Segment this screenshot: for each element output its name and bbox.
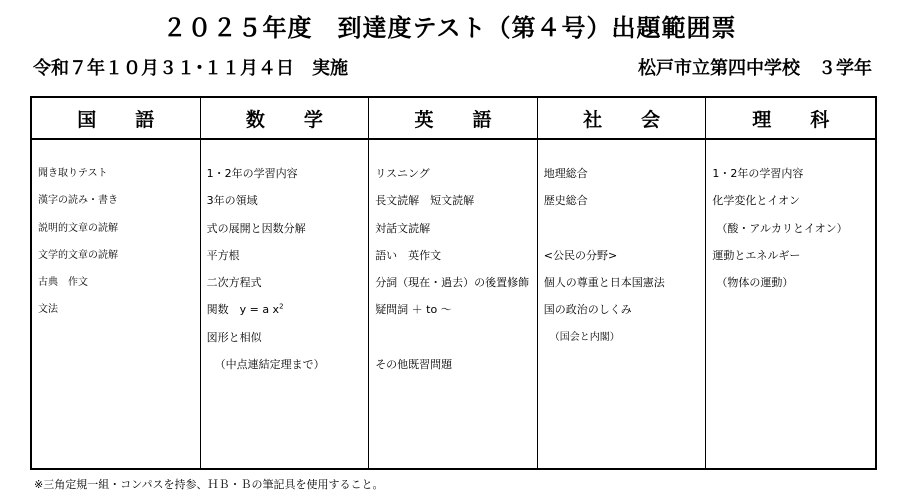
range-item: 式の展開と因数分解 bbox=[206, 221, 306, 235]
range-item: 化学変化とイオン bbox=[712, 194, 801, 208]
range-item: 地理総合 bbox=[543, 167, 588, 180]
range-item: 説明的文章の読解 bbox=[38, 222, 118, 234]
range-item: 個人の尊重と日本国憲法 bbox=[543, 276, 665, 290]
range-item: 疑問詞 ＋ to ～ bbox=[375, 303, 452, 317]
range-item bbox=[375, 324, 537, 351]
range-item: 平方根 bbox=[206, 248, 240, 262]
subject-header-science: 理 科 bbox=[706, 98, 875, 140]
range-item bbox=[544, 215, 706, 242]
range-item: 古典 作文 bbox=[38, 277, 88, 289]
page-title: ２０２５年度 到達度テスト（第４号）出題範囲票 bbox=[162, 14, 737, 42]
range-item: 分詞（現在・過去）の後置修飾 bbox=[375, 276, 530, 290]
subject-header-english: 英 語 bbox=[369, 98, 538, 140]
range-item: 長文読解 短文読解 bbox=[375, 194, 475, 208]
range-item: 対話文読解 bbox=[375, 221, 431, 235]
range-item: 文法 bbox=[38, 304, 58, 316]
range-item: 3年の領域 bbox=[206, 194, 258, 208]
subject-column-english bbox=[369, 140, 538, 468]
range-item: 語い 英作文 bbox=[375, 248, 442, 262]
subject-column-social bbox=[538, 140, 707, 468]
range-item: 漢字の読み・書き bbox=[38, 195, 118, 207]
function-text: 関数 y = a x bbox=[206, 303, 280, 317]
range-item: 歴史総合 bbox=[543, 194, 588, 208]
subject-column-science bbox=[706, 140, 875, 468]
range-item: <公民の分野> bbox=[543, 248, 618, 262]
exam-range-table bbox=[30, 96, 877, 470]
range-item: 1・2年の学習内容 bbox=[206, 167, 298, 180]
range-item: 1・2年の学習内容 bbox=[712, 167, 804, 180]
range-item: 運動とエネルギー bbox=[712, 248, 801, 262]
school-grade: 松戸市立第四中学校 ３学年 bbox=[638, 58, 872, 79]
footer-note: ※三角定規一組・コンパスを持参、ＨＢ・Ｂの筆記具を使用すること。 bbox=[34, 478, 384, 491]
subject-column-math bbox=[201, 140, 370, 468]
range-item: 国の政治のしくみ bbox=[543, 303, 632, 317]
range-item: （物体の運動） bbox=[716, 276, 794, 290]
exam-date: 令和７年１０月３１･１１月４日 実施 bbox=[33, 58, 348, 79]
exponent: 2 bbox=[279, 302, 284, 311]
range-item: （中点連結定理まで） bbox=[214, 358, 325, 372]
subject-header-japanese: 国 語 bbox=[32, 98, 201, 140]
range-item: 図形と相似 bbox=[206, 330, 262, 344]
range-item: 聞き取りテスト bbox=[38, 168, 108, 179]
range-item: リスニング bbox=[375, 167, 430, 180]
range-item: 文学的文章の読解 bbox=[38, 249, 118, 261]
range-item: 二次方程式 bbox=[206, 276, 262, 290]
subject-header-math: 数 学 bbox=[201, 98, 370, 140]
range-item: （国会と内閣） bbox=[549, 331, 620, 343]
range-item: その他既習問題 bbox=[375, 358, 453, 372]
range-item bbox=[207, 296, 369, 323]
range-item: （酸・アルカリとイオン） bbox=[716, 221, 848, 235]
subject-column-japanese bbox=[32, 140, 201, 468]
subject-header-social: 社 会 bbox=[538, 98, 707, 140]
